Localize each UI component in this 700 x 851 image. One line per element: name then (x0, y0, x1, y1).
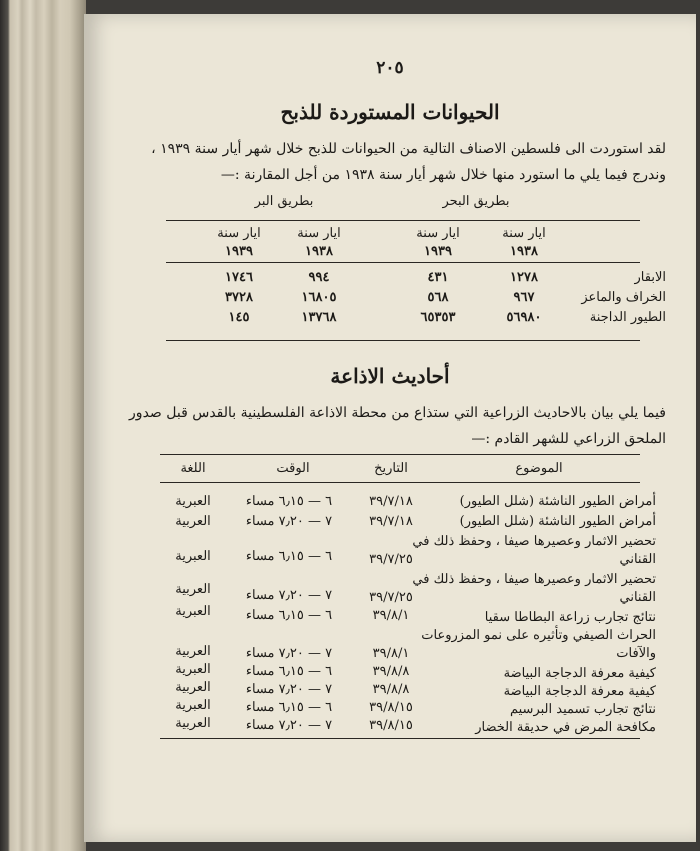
talk-date: ٣٩/٧/١٨ (369, 514, 413, 529)
talk-language: العبرية (175, 549, 211, 564)
col-header-subject: الموضوع (515, 461, 563, 476)
col-year: ١٩٣٩ (225, 244, 253, 259)
talk-subject: الحراث الصيفي وتأثيره على نمو المزروعات (421, 628, 656, 643)
table-rule (166, 340, 640, 341)
table-rule (160, 482, 640, 483)
table-value: ٥٦٨ (427, 290, 449, 305)
table-value: ٤٣١ (427, 270, 449, 285)
row-label-sheep-goats: الخراف والماعز (581, 290, 666, 305)
talk-time: ٧ — ٧٫٢٠ مساء (245, 514, 333, 529)
col-month-label: ايار سنة (502, 226, 546, 241)
talk-time: ٧ — ٧٫٢٠ مساء (245, 718, 333, 733)
book-page-edges (0, 0, 86, 851)
table-value: ٩٩٤ (308, 270, 330, 285)
document-page (84, 14, 696, 842)
col-header-date: التاريخ (374, 461, 408, 476)
table-rule (166, 262, 640, 263)
section-title-imported-animals: الحيوانات المستوردة للذبح (280, 100, 500, 124)
talk-subject: أمراض الطيور الناشئة (شلل الطيور) (459, 494, 656, 509)
talk-time: ٧ — ٧٫٢٠ مساء (245, 646, 333, 661)
talk-date: ٣٩/٨/١٥ (369, 718, 413, 733)
intro-paragraph-imports (126, 136, 666, 188)
talk-date: ٣٩/٧/١٨ (369, 494, 413, 509)
talk-date: ٣٩/٧/٢٥ (369, 590, 413, 605)
talk-time: ٧ — ٧٫٢٠ مساء (245, 682, 333, 697)
talk-language: العربية (175, 644, 211, 659)
group-header-land: بطريق البر (254, 194, 314, 209)
table-value: ٩٦٧ (513, 290, 535, 305)
talk-language: العربية (175, 582, 211, 597)
talk-time: ٦ — ٦٫١٥ مساء (245, 608, 333, 623)
table-value: ١٣٧٦٨ (301, 310, 337, 325)
talk-time: ٦ — ٦٫١٥ مساء (245, 664, 333, 679)
talk-date: ٣٩/٧/٢٥ (369, 552, 413, 567)
talk-language: العبرية (175, 604, 211, 619)
col-header-time: الوقت (276, 461, 310, 476)
col-header-language: اللغة (180, 461, 206, 476)
table-value: ٦٥٣٥٣ (420, 310, 456, 325)
table-rule (166, 220, 640, 221)
row-label-poultry: الطيور الداجنة (589, 310, 666, 325)
talk-language: العربية (175, 716, 211, 731)
talk-language: العربية (175, 514, 211, 529)
talk-language: العبرية (175, 494, 211, 509)
paragraph-line: لقد استوردت الى فلسطين الاصناف التالية من الحيوانات للذبح خلال شهر أيار سنة ١٩٣٩ ، (151, 141, 666, 157)
talk-subject: القناني (619, 552, 656, 567)
talk-language: العبرية (175, 698, 211, 713)
table-rule (160, 454, 640, 455)
talk-time: ٧ — ٧٫٢٠ مساء (245, 588, 333, 603)
col-year: ١٩٣٩ (424, 244, 452, 259)
paragraph-line: الملحق الزراعي للشهر القادم :— (471, 431, 666, 447)
talk-subject: أمراض الطيور الناشئة (شلل الطيور) (459, 514, 656, 529)
paragraph-line: فيما يلي بيان بالاحاديث الزراعية التي ستذاع من محطة الاذاعة الفلسطينية بالقدس قبل صدور (129, 405, 666, 421)
table-value: ٣٧٢٨ (225, 290, 253, 305)
col-year: ١٩٣٨ (510, 244, 538, 259)
table-rule (160, 738, 640, 739)
page-number: ٢٠٥ (376, 58, 404, 78)
group-header-sea: بطريق البحر (442, 194, 510, 209)
col-month-label: ايار سنة (416, 226, 460, 241)
talk-date: ٣٩/٨/٨ (372, 664, 410, 679)
talk-subject: نتائج تجارب زراعة البطاطا سقيا (484, 610, 656, 625)
table-value: ١٧٤٦ (225, 270, 253, 285)
talk-date: ٣٩/٨/٨ (372, 682, 410, 697)
talk-subject: القناني (619, 590, 656, 605)
table-value: ١٦٨٠٥ (301, 290, 337, 305)
table-value: ١٢٧٨ (510, 270, 538, 285)
talk-time: ٦ — ٦٫١٥ مساء (245, 549, 333, 564)
talk-date: ٣٩/٨/١ (372, 608, 410, 623)
talk-subject: تحضير الاثمار وعصيرها صيفا ، وحفظ ذلك في (412, 534, 656, 549)
table-value: ١٤٥ (228, 310, 250, 325)
talk-time: ٦ — ٦٫١٥ مساء (245, 700, 333, 715)
talk-time: ٦ — ٦٫١٥ مساء (245, 494, 333, 509)
talk-subject: مكافحة المرض في حديقة الخضار (475, 720, 656, 735)
talk-subject: والآفات (616, 646, 656, 661)
col-month-label: ايار سنة (217, 226, 261, 241)
intro-paragraph-radio (126, 400, 666, 452)
talk-language: العربية (175, 680, 211, 695)
col-year: ١٩٣٨ (305, 244, 333, 259)
talk-subject: نتائج تجارب تسميد البرسيم (509, 702, 656, 717)
talk-subject: كيفية معرفة الدجاجة البياضة (503, 666, 656, 681)
talk-subject: تحضير الاثمار وعصيرها صيفا ، وحفظ ذلك في (412, 572, 656, 587)
section-title-radio-talks: أحاديث الاذاعة (330, 364, 450, 388)
row-label-cattle: الابقار (634, 270, 666, 285)
talk-date: ٣٩/٨/١٥ (369, 700, 413, 715)
paragraph-line: وندرج فيما يلي ما استورد منها خلال شهر أيار سنة ١٩٣٨ من أجل المقارنة :— (220, 167, 666, 183)
talk-language: العبرية (175, 662, 211, 677)
col-month-label: ايار سنة (297, 226, 341, 241)
talk-subject: كيفية معرفة الدجاجة البياضة (503, 684, 656, 699)
talk-date: ٣٩/٨/١ (372, 646, 410, 661)
table-value: ٥٦٩٨٠ (506, 310, 542, 325)
